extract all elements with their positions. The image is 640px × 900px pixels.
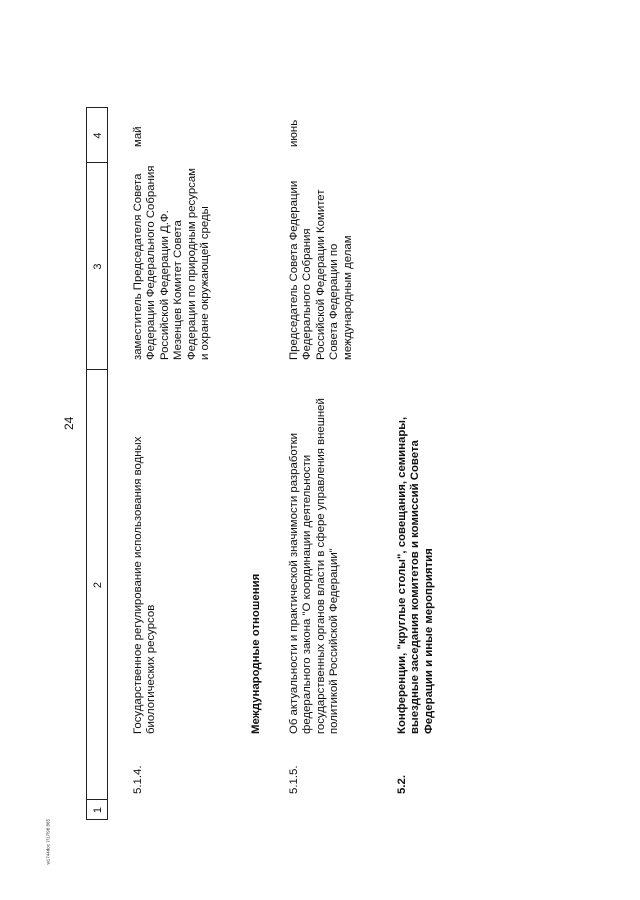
column-header-1: 1 [92, 806, 104, 814]
table-header-rule [107, 108, 108, 820]
row-responsible: заместитель Председателя Совета Федерации Федерального Собрания Российской Федерации Д.Ф. Мезенцев Комитет Совета Федерации по природным ресурсам и охране окружающей среды [132, 165, 212, 360]
column-header-2: 2 [92, 581, 104, 589]
row-topic: Конференции, "круглые столы", совещания, семинары, выездные заседания комитетов и комиссий Совета Федерации и иные мероприятия [396, 416, 435, 734]
table-top-rule [86, 108, 87, 820]
row-date: июнь [288, 119, 300, 147]
row-responsible: Председатель Совета Федерации Федерального Собрания Российской Федерации Комитет Совета Федерации по международным делам [288, 180, 354, 360]
section-title: Международные отношения [250, 573, 262, 734]
column-header-3: 3 [92, 263, 104, 270]
column-header-4: 4 [92, 132, 104, 139]
page-number: 24 [62, 416, 76, 430]
row-number: 5.1.4. [132, 765, 144, 794]
document-reference: w1744doc 7/17/98 865 [45, 818, 51, 865]
row-number: 5.1.5. [288, 765, 300, 794]
row-topic: Государственное регулирование использования водных биологических ресурсов [132, 436, 158, 734]
row-date: май [132, 126, 144, 147]
row-number: 5.2. [396, 775, 408, 794]
row-topic: Об актуальности и практической значимости разработки федерального закона "О координации деятельности государственных органов власти в сфере управления внешней политикой Российской Федерации" [288, 398, 341, 734]
rotated-table [92, 108, 628, 820]
